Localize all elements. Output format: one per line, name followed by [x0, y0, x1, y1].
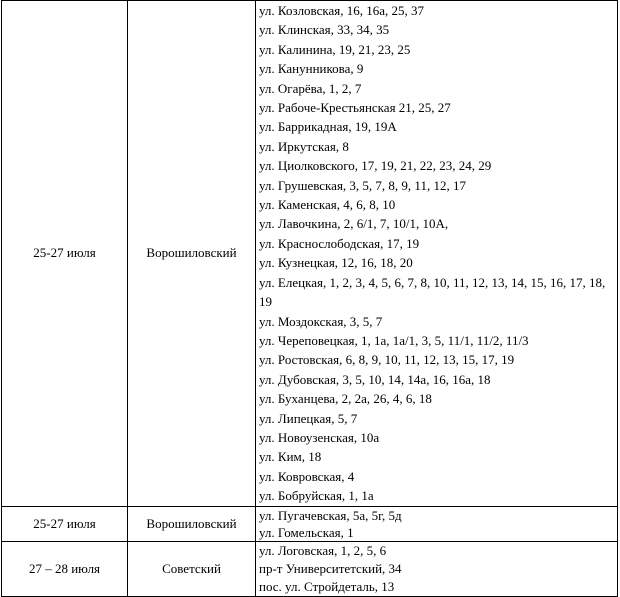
street-item: ул. Ковровская, 4 — [259, 468, 355, 484]
street-item: ул. Новоузенская, 10а — [259, 429, 380, 445]
street-item: ул. Иркутская, 8 — [259, 138, 349, 154]
district-cell: Ворошиловский — [128, 506, 256, 541]
street-item: ул. Ким, 18 — [259, 449, 322, 465]
streets-cell — [256, 1, 618, 507]
street-item: ул. Буханцева, 2, 2а, 26, 4, 6, 18 — [259, 391, 432, 407]
street-item: ул. Краснослободская, 17, 19 — [259, 235, 420, 251]
street-item: ул. Моздокская, 3, 5, 7 — [259, 313, 383, 329]
street-item: ул. Циолковского, 17, 19, 21, 22, 23, 24, 29 — [259, 158, 492, 174]
street-item: ул. Каменская, 4, 6, 8, 10 — [259, 197, 396, 213]
street-item: ул. Кузнецкая, 12, 16, 18, 20 — [259, 255, 413, 271]
street-item: ул. Елецкая, 1, 2, 3, 4, 5, 6, 7, 8, 10, 11, 12, 13, 14, 15, 16, 17, 18, 19 — [259, 274, 606, 310]
street-item: ул. Череповецкая, 1, 1а, 1а/1, 3, 5, 11/1, 11/2, 11/3 — [259, 332, 529, 348]
table-row — [2, 506, 618, 541]
district-cell: Советский — [128, 541, 256, 597]
table-row — [2, 541, 618, 597]
date-cell: 25-27 июля — [2, 506, 128, 541]
date-cell: 25-27 июля — [2, 1, 128, 507]
date-cell: 27 – 28 июля — [2, 541, 128, 597]
street-item: ул. Дубовская, 3, 5, 10, 14, 14а, 16, 16а, 18 — [259, 371, 491, 387]
street-item: ул. Клинская, 33, 34, 35 — [259, 22, 390, 38]
streets-cell — [256, 506, 618, 541]
street-item: ул. Канунникова, 9 — [259, 61, 364, 77]
street-item: ул. Баррикадная, 19, 19А — [259, 119, 397, 135]
street-item: ул. Лавочкина, 2, 6/1, 7, 10/1, 10А, — [259, 216, 449, 232]
street-item: пос. ул. Стройдеталь, 13 — [259, 578, 395, 594]
table-row — [2, 1, 618, 507]
street-item: ул. Гомельская, 1 — [259, 524, 354, 540]
district-cell: Ворошиловский — [128, 1, 256, 507]
street-item: ул. Огарёва, 1, 2, 7 — [259, 80, 362, 96]
street-item: ул. Пугачевская, 5а, 5г, 5д — [259, 507, 402, 523]
streets-cell — [256, 541, 618, 597]
street-item: пр-т Университетский, 34 — [259, 560, 402, 576]
street-item: ул. Грушевская, 3, 5, 7, 8, 9, 11, 12, 17 — [259, 177, 466, 193]
street-item: ул. Ростовская, 6, 8, 9, 10, 11, 12, 13, 15, 17, 19 — [259, 352, 515, 368]
street-item: ул. Липецкая, 5, 7 — [259, 410, 358, 426]
street-item: ул. Бобруйская, 1, 1а — [259, 488, 374, 504]
street-item: ул. Рабоче-Крестьянская 21, 25, 27 — [259, 100, 451, 116]
outage-schedule-table — [1, 0, 618, 597]
street-item: ул. Логовская, 1, 2, 5, 6 — [259, 542, 387, 558]
street-item: ул. Козловская, 16, 16а, 25, 37 — [259, 3, 425, 18]
street-item: ул. Калинина, 19, 21, 23, 25 — [259, 41, 411, 57]
